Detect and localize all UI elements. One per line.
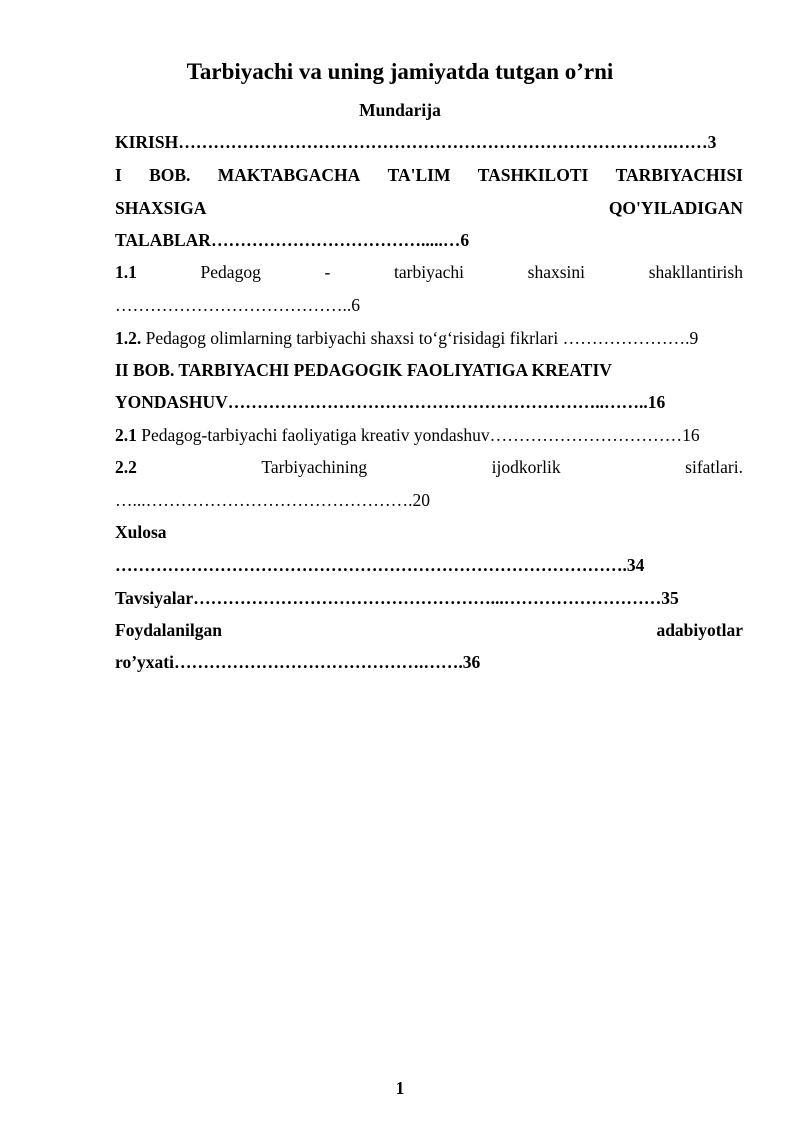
toc-word: Pedagog — [200, 262, 261, 282]
toc-section-number: 2.1 — [115, 425, 137, 445]
toc-entry-text: Pedagog-tarbiyachi faoliyatiga kreativ yondashuv……………………………16 — [136, 425, 700, 445]
toc-entry-2-2-leader: …...……………………………………….20 — [115, 490, 430, 510]
toc-entry-foydalanilgan-leader: ro’yxati…………………………………….…….36 — [115, 652, 481, 672]
toc-entry-kirish: KIRISH………………………………………………………………………….……3 — [115, 132, 717, 152]
page-number: 1 — [395, 1078, 405, 1098]
toc-word: TA'LIM — [387, 165, 451, 185]
toc-entry-bob1-line1 — [115, 162, 743, 188]
toc-word: shaxsini — [527, 262, 586, 282]
toc-entry-1-1-leader: …………………………………..6 — [115, 295, 360, 315]
toc-word: ijodkorlik — [491, 457, 561, 477]
toc-word: SHAXSIGA — [115, 198, 207, 218]
toc-word: adabiyotlar — [656, 620, 743, 640]
toc-word: - — [324, 262, 331, 282]
toc-word: I — [115, 165, 122, 185]
toc-entry-bob2-line2: YONDASHUV………………………………………………………..……..16 — [115, 392, 666, 412]
toc-section-number: 2.2 — [115, 457, 137, 477]
toc-word: TASHKILOTI — [477, 165, 589, 185]
toc-word: BOB. — [149, 165, 191, 185]
toc-section-number: 1.1 — [115, 262, 137, 282]
toc-entry-bob1-line2 — [115, 195, 743, 221]
toc-word: sifatlari. — [685, 457, 743, 477]
toc-section-number: 1.2. — [115, 328, 142, 348]
toc-entry-1-2 — [115, 325, 743, 351]
toc-entry-bob2-line1: II BOB. TARBIYACHI PEDAGOGIK FAOLIYATIGA KREATIV — [115, 360, 612, 380]
document-title: Tarbiyachi va uning jamiyatda tutgan o’rni — [186, 59, 614, 84]
toc-word: tarbiyachi — [394, 262, 464, 282]
toc-entry-2-2 — [115, 454, 743, 480]
toc-word: TARBIYACHISI — [615, 165, 743, 185]
toc-entry-1-1 — [115, 259, 743, 285]
toc-entry-foydalanilgan — [115, 617, 743, 643]
toc-entry-xulosa-leader: …………………………………………………………………………….34 — [115, 555, 645, 575]
toc-word: Foydalanilgan — [115, 620, 222, 640]
toc-entry-text: Pedagog olimlarning tarbiyachi shaxsi to‘g‘risidagi fikrlari ………………….9 — [141, 328, 699, 348]
toc-entry-2-1 — [115, 422, 743, 448]
toc-entry-xulosa: Xulosa — [115, 522, 167, 542]
toc-word: shakllantirish — [648, 262, 743, 282]
toc-word: MAKTABGACHA — [217, 165, 361, 185]
toc-heading: Mundarija — [359, 100, 441, 120]
toc-word: Tarbiyachining — [261, 457, 368, 477]
toc-word: QO'YILADIGAN — [608, 198, 743, 218]
toc-entry-tavsiyalar: Tavsiyalar……………………………………………...………………………35 — [115, 588, 679, 608]
toc-entry-bob1-line3: TALABLAR……………………………….....…6 — [115, 230, 470, 250]
